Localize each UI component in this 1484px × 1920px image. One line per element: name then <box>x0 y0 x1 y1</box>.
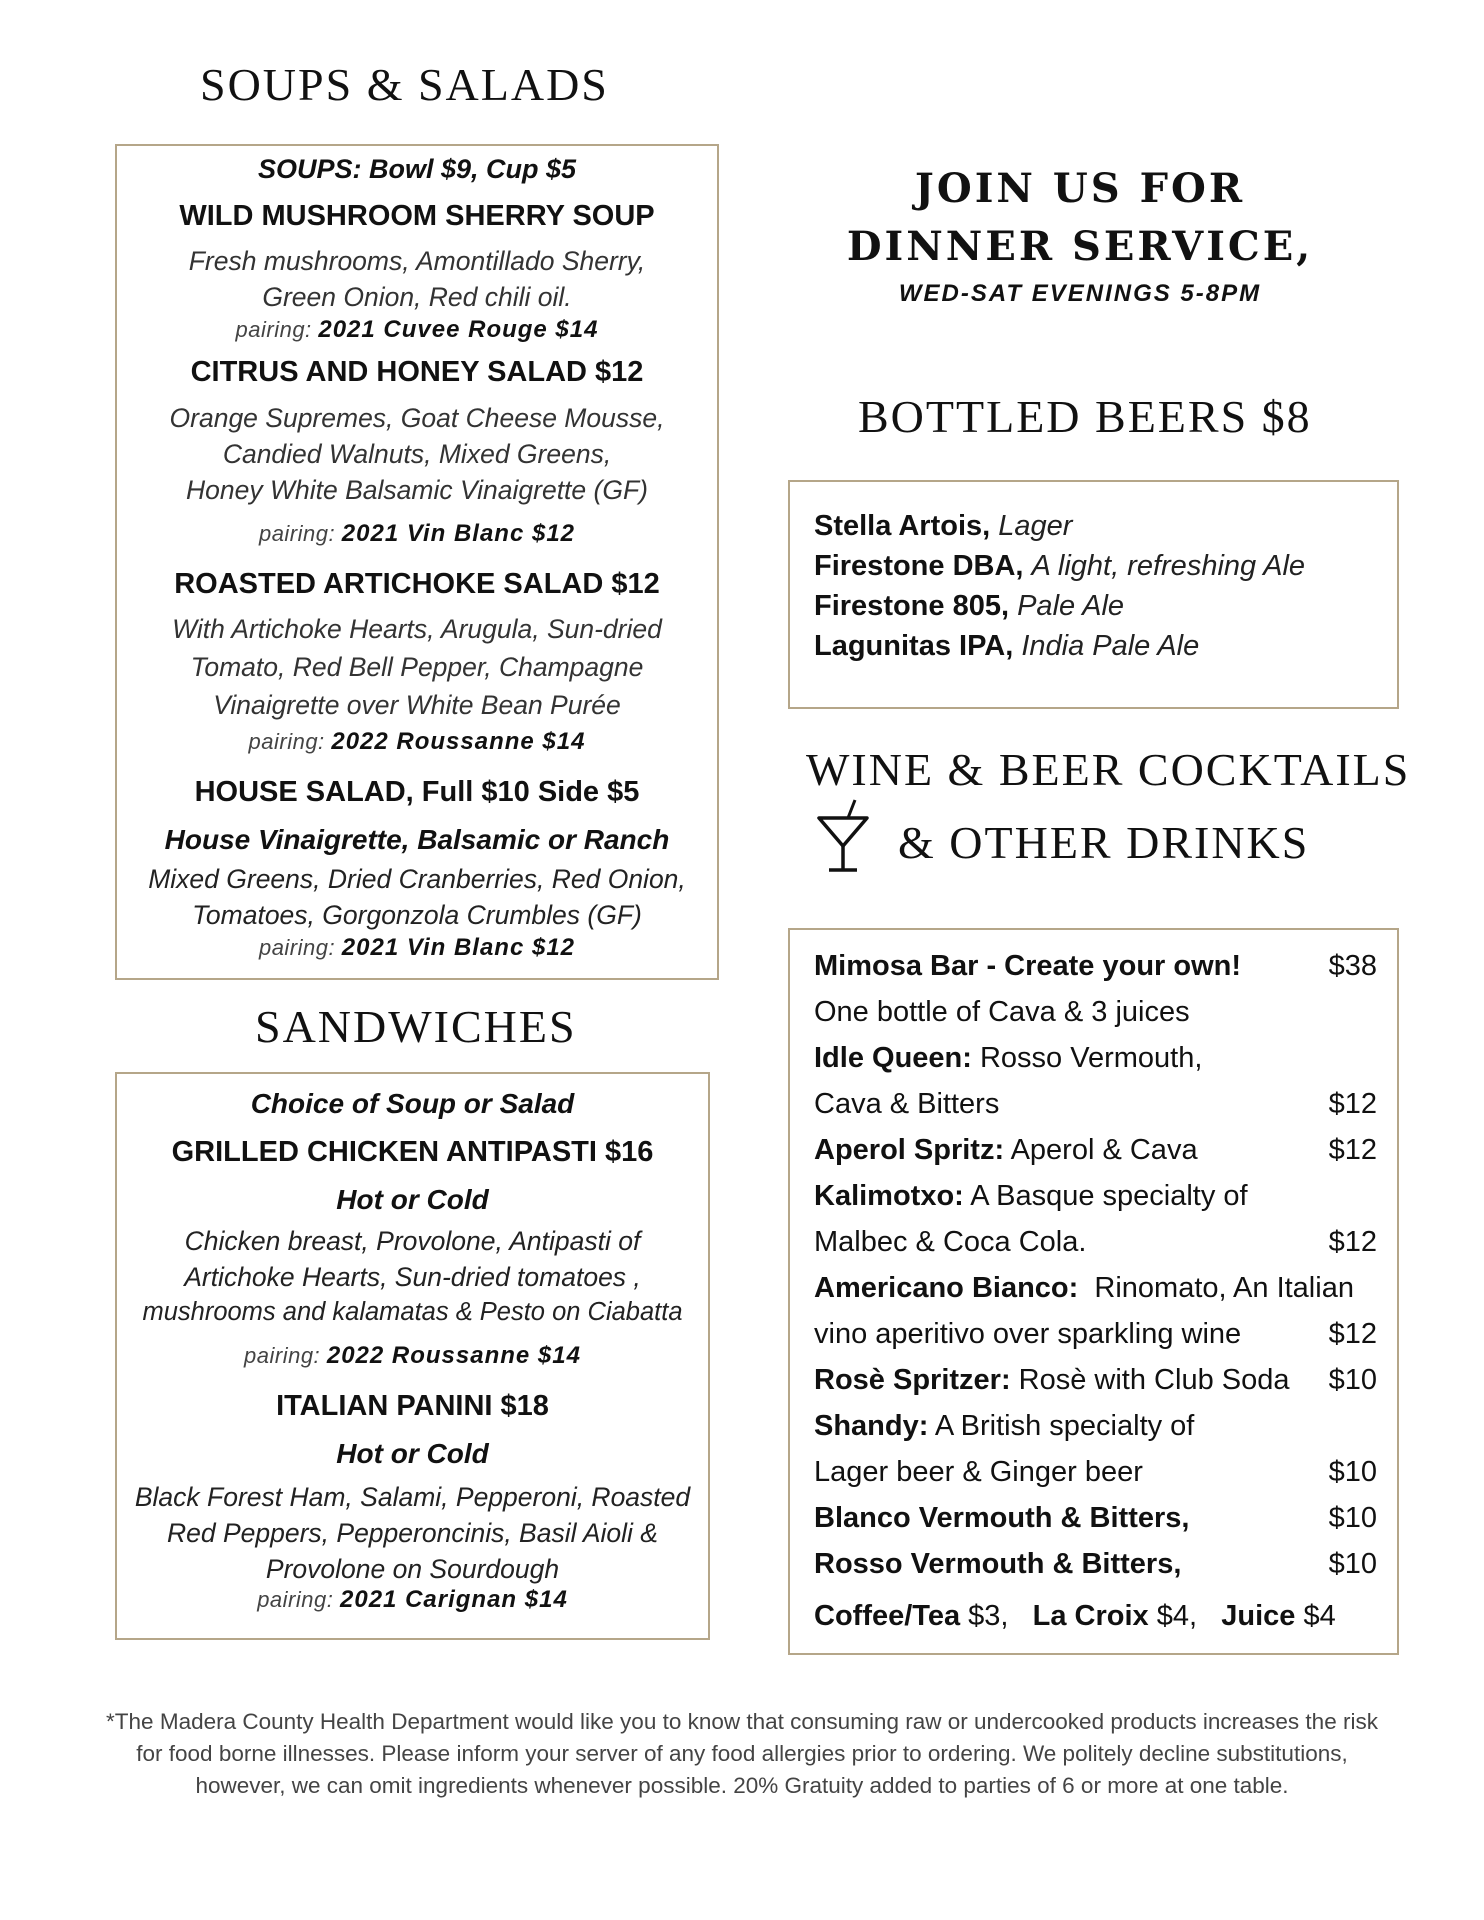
bottled-beers-box <box>788 480 1399 709</box>
drink-desc: One bottle of Cava & 3 juices <box>814 996 1190 1028</box>
drink-line <box>814 996 1377 1029</box>
menu-item-desc: mushrooms and kalamatas & Pesto on Ciabatta <box>142 1298 683 1326</box>
drink-price: $12 <box>1328 1226 1377 1258</box>
wine-pairing <box>117 1342 708 1370</box>
drink-desc: A Basque specialty of <box>963 1180 1248 1212</box>
drink-price: $10 <box>1328 1502 1377 1534</box>
drink-name: Rosso Vermouth & Bitters, <box>814 1548 1182 1580</box>
martini-glass-icon <box>815 798 871 874</box>
beer-item: Stella Artois, Lager <box>814 510 1073 542</box>
drink-line <box>814 1318 1377 1351</box>
drink-line <box>814 1088 1377 1121</box>
drink-desc: Aperol & Cava <box>1004 1134 1198 1166</box>
disclaimer-line: for food borne illnesses. Please inform your server of any food allergies prior to ordering. We politely decline substitutions, <box>136 1741 1348 1766</box>
dinner-service-banner <box>800 160 1360 308</box>
pairing-wine: 2022 Roussanne $14 <box>331 728 586 755</box>
drink-desc: Rosè with Club Soda <box>1010 1364 1290 1396</box>
drink-desc: Rinomato, An Italian <box>1078 1272 1354 1304</box>
pairing-label: pairing: <box>258 935 336 960</box>
dinner-hours: WED-SAT EVENINGS 5-8PM <box>898 280 1262 307</box>
drink-line <box>814 1456 1377 1489</box>
drink-name: Shandy: <box>814 1410 929 1442</box>
menu-item-desc: Mixed Greens, Dried Cranberries, Red Onion, <box>148 864 686 894</box>
drink-name: Americano Bianco: <box>814 1272 1079 1304</box>
menu-item-desc: Vinaigrette over White Bean Purée <box>213 690 621 720</box>
pairing-wine: 2022 Roussanne $14 <box>326 1342 581 1369</box>
menu-item-desc: With Artichoke Hearts, Arugula, Sun-dried <box>172 614 662 644</box>
menu-item-title: CITRUS AND HONEY SALAD $12 <box>190 356 644 388</box>
menu-item-desc: Artichoke Hearts, Sun-dried tomatoes , <box>184 1262 641 1292</box>
drink-line <box>814 1410 1377 1443</box>
drink-name: Rosè Spritzer: <box>814 1364 1011 1396</box>
menu-item-desc: Red Peppers, Pepperoncinis, Basil Aioli & <box>166 1518 658 1548</box>
menu-item-title: ITALIAN PANINI $18 <box>276 1390 549 1422</box>
drink-line <box>814 1042 1377 1075</box>
menu-item-desc: Tomatoes, Gorgonzola Crumbles (GF) <box>192 900 642 930</box>
menu-item-desc: Green Onion, Red chili oil. <box>262 282 572 312</box>
drink-desc: Lager beer & Ginger beer <box>814 1456 1143 1488</box>
drink-line <box>814 1134 1377 1167</box>
wine-pairing <box>117 316 717 344</box>
other-drinks-heading: & OTHER DRINKS <box>898 817 1310 868</box>
drink-price: $12 <box>1328 1318 1377 1350</box>
drink-name: Kalimotxo: <box>814 1180 964 1212</box>
cocktails-heading: WINE & BEER COCKTAILS <box>806 744 1411 795</box>
pairing-wine: 2021 Vin Blanc $12 <box>341 520 576 547</box>
pairing-wine: 2021 Cuvee Rouge $14 <box>318 316 599 343</box>
drink-desc: A British specialty of <box>928 1410 1195 1442</box>
dinner-line-1: JOIN US FOR <box>914 165 1246 212</box>
drink-line <box>814 1226 1377 1259</box>
pairing-label: pairing: <box>257 1587 334 1612</box>
menu-item-desc: Candied Walnuts, Mixed Greens, <box>222 439 612 469</box>
menu-item-desc: Provolone on Sourdough <box>265 1554 560 1584</box>
wine-pairing <box>117 728 717 756</box>
beer-item: Firestone DBA, A light, refreshing Ale <box>814 550 1306 582</box>
soups-salads-box <box>115 144 719 980</box>
wine-pairing <box>117 934 717 962</box>
cocktails-box <box>788 928 1399 1655</box>
beer-item: Firestone 805, Pale Ale <box>814 590 1125 622</box>
wine-pairing <box>117 1586 708 1614</box>
bottled-beers-heading: BOTTLED BEERS $8 <box>858 391 1312 442</box>
menu-item-subtitle: Hot or Cold <box>336 1438 489 1469</box>
drinks-last-line: Coffee/Tea $3, La Croix $4, Juice $4 <box>814 1600 1336 1632</box>
drink-price: $12 <box>1328 1134 1377 1166</box>
pairing-label: pairing: <box>248 729 325 754</box>
drink-desc: vino aperitivo over sparkling wine <box>814 1318 1242 1350</box>
drink-desc: Malbec & Coca Cola. <box>814 1226 1087 1258</box>
pairing-label: pairing: <box>235 317 312 342</box>
menu-item-subtitle: Hot or Cold <box>336 1184 489 1215</box>
drink-name: Aperol Spritz: <box>814 1134 1005 1166</box>
pairing-wine: 2021 Carignan $14 <box>340 1586 568 1613</box>
drink-price: $10 <box>1328 1456 1377 1488</box>
sandwiches-heading: SANDWICHES <box>255 1001 577 1052</box>
drink-price: $10 <box>1328 1548 1377 1580</box>
disclaimer-line: however, we can omit ingredients whenever possible. 20% Gratuity added to parties of 6 or more at one table. <box>195 1773 1289 1798</box>
drink-price: $12 <box>1328 1088 1377 1120</box>
sandwiches-box <box>115 1072 710 1640</box>
menu-item-title: GRILLED CHICKEN ANTIPASTI $16 <box>171 1136 654 1168</box>
drink-line <box>814 1502 1377 1535</box>
pairing-label: pairing: <box>244 1343 321 1368</box>
menu-item-desc: Honey White Balsamic Vinaigrette (GF) <box>186 475 648 505</box>
menu-item-desc: Orange Supremes, Goat Cheese Mousse, <box>169 403 665 433</box>
menu-item-desc: Fresh mushrooms, Amontillado Sherry, <box>188 246 646 276</box>
wine-pairing <box>117 520 717 548</box>
beer-item: Lagunitas IPA, India Pale Ale <box>814 630 1200 662</box>
menu-item-subtitle: House Vinaigrette, Balsamic or Ranch <box>164 824 670 855</box>
drink-line <box>814 1548 1377 1581</box>
menu-item-title: ROASTED ARTICHOKE SALAD $12 <box>174 568 660 600</box>
drink-price: $10 <box>1328 1364 1377 1396</box>
dinner-line-2: DINNER SERVICE, <box>846 223 1314 270</box>
drink-line <box>814 1180 1377 1213</box>
soups-price-header: SOUPS: Bowl $9, Cup $5 <box>257 154 577 184</box>
drink-desc: Rosso Vermouth, <box>971 1042 1203 1074</box>
soups-salads-heading: SOUPS & SALADS <box>200 59 609 110</box>
disclaimer-line: *The Madera County Health Department would like you to know that consuming raw or undercooked products increases the risk <box>106 1709 1378 1734</box>
menu-item-desc: Black Forest Ham, Salami, Pepperoni, Roasted <box>134 1482 691 1512</box>
menu-item-desc: Tomato, Red Bell Pepper, Champagne <box>190 652 644 682</box>
drink-price: $38 <box>1328 950 1377 982</box>
drink-name: Blanco Vermouth & Bitters, <box>814 1502 1190 1534</box>
drink-desc: Cava & Bitters <box>814 1088 1000 1120</box>
drink-name: Idle Queen: <box>814 1042 972 1074</box>
sandwich-choice-note: Choice of Soup or Salad <box>250 1088 575 1119</box>
drink-line <box>814 950 1377 983</box>
drink-line <box>814 1364 1377 1397</box>
drink-line <box>814 1272 1377 1305</box>
menu-item-title: HOUSE SALAD, Full $10 Side $5 <box>194 776 640 808</box>
menu-item-title: WILD MUSHROOM SHERRY SOUP <box>179 200 655 232</box>
drink-name: Mimosa Bar - Create your own! <box>814 950 1242 982</box>
pairing-wine: 2021 Vin Blanc $12 <box>341 934 576 961</box>
menu-item-desc: Chicken breast, Provolone, Antipasti of <box>184 1226 641 1256</box>
pairing-label: pairing: <box>258 521 336 546</box>
health-disclaimer <box>30 1706 1454 1802</box>
